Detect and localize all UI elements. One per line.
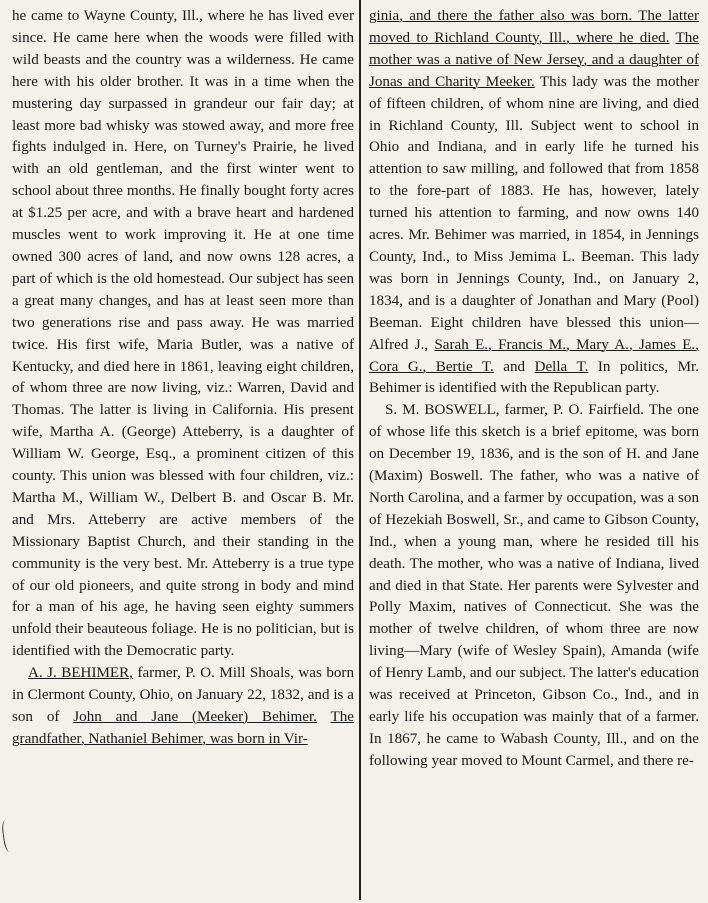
boswell-biography [369, 400, 699, 772]
behimer-text-f: In politics, Mr. Behimer is identified with the Republican party. [369, 358, 700, 397]
behimer-text-a: farmer, P. O. Mill Shoals, was born in Clermont County, Ohio, on January 22, 1832, and is a son of [12, 665, 354, 725]
boswell-name: S. M. BOSWELL, [385, 402, 500, 419]
atteberry-biography-continued: he came to Wayne County, Ill., where he has lived ever since. He came here when the woods were filled with wild beasts and the country was a wilderness. He came here with his older brother. It was in a time when the mustering day surpassed in grandeur our fair day; at least more bad whisky was stowed away, and more free fights indulged in. Here, on Turney's Prairie, he lived with an old gentleman, and the first winter went to school about three months. He finally bought forty acres at $1.25 per acre, and with a brave heart and hardened muscles went to work improving it. He at one time owned 300 acres of land, and now owns 128 acres, a part of which is the old homestead. Our subject has seen a great many changes, and has at least seen more than two generations rise and pass away. He was married twice. His first wife, Maria Butler, was a native of Kentucky, and died here in 1861, leaving eight children, of whom three are now living, viz.: Warren, David and Thomas. The latter is living in California. His present wife, Martha A. (George) Atteberry, is a daughter of William W. George, Esq., a prominent citizen of this county. This union was blessed with four children, viz.: Martha M., William W., Delbert B. and Oscar B. Mr. and Mrs. Atteberry are active members of the Missionary Baptist Church, and their standing in the community is the very best. Mr. Atteberry is a true type of our old pioneers, and quite strong in body and mind for a man of his age, he having seen eighty summers unfold their beauteous foliage. He is no politician, but is identified with the Democratic party. [12, 8, 354, 660]
behimer-father-text: ginia, and there the father also was born. The latter moved to Richland County, Ill., where he died. [369, 8, 699, 46]
behimer-child-della: Della T. [534, 358, 589, 375]
behimer-mother-text: The mother was a native of New Jersey, and a daughter of Jonas and Charity Meeker. [369, 29, 699, 90]
boswell-text: farmer, P. O. Fairfield. The one of whose life this sketch is a brief epitome, was born on December 19, 1836, and is the son of H. and Jane (Maxim) Boswell. The father, who was a native of North Carolina, and a farmer by occupation, was a son of Hezekiah Boswell, Sr., and came to Gibson County, Ind., when a young man, where he resided till his death. The mother, who was a native of Indiana, lived and died in that State. Her parents were Sylvester and Polly Maxim, natives of Connecticut. She was the mother of twelve children, of whom three are now living—Mary (wife of Wesley Spain), Amanda (wife of Henry Lamb, and our subject. The latter's education was received at Princeton, Gibson Co., Ind., and in early life his occupation was mainly that of a farmer. In 1867, he came to Wabash County, Ill., and on the following year moved to Mount Carmel, and there re- [369, 402, 699, 769]
behimer-biography [12, 663, 354, 751]
behimer-children: Sarah E., Francis M., Mary A., James E., Cora G., Bertie T. [369, 336, 699, 375]
column-rule [359, 0, 361, 900]
right-column [369, 6, 699, 773]
behimer-biography-continued [369, 6, 699, 400]
behimer-text-e: and [493, 358, 535, 375]
behimer-name: A. J. BEHIMER, [28, 665, 133, 682]
behimer-grandfather: The grandfather, Nathaniel Behimer, was born in Vir- [12, 709, 354, 747]
behimer-text-b [317, 709, 331, 725]
behimer-text-d: This lady was the mother of fifteen children, of whom nine are living, and died in Richland County, Ill. Subject went to school in Ohio and Indiana, and in early life he turned his attention to saw milling, and followed that from 1858 to the fore-part of 1883. He has, however, lately turned his attention to farming, and now owns 140 acres. Mr. Behimer was married, in 1854, in Jennings County, Ind., to Miss Jemima L. Beeman. This lady was born in Jennings County, Ind., on January 2, 1834, and is a daughter of Jonathan and Mary (Pool) Beeman. Eight children have blessed this union—Alfred J., [369, 73, 699, 353]
left-column [12, 6, 354, 751]
margin-pen-mark [1, 819, 16, 852]
behimer-parents: John and Jane (Meeker) Behimer. [73, 709, 317, 725]
